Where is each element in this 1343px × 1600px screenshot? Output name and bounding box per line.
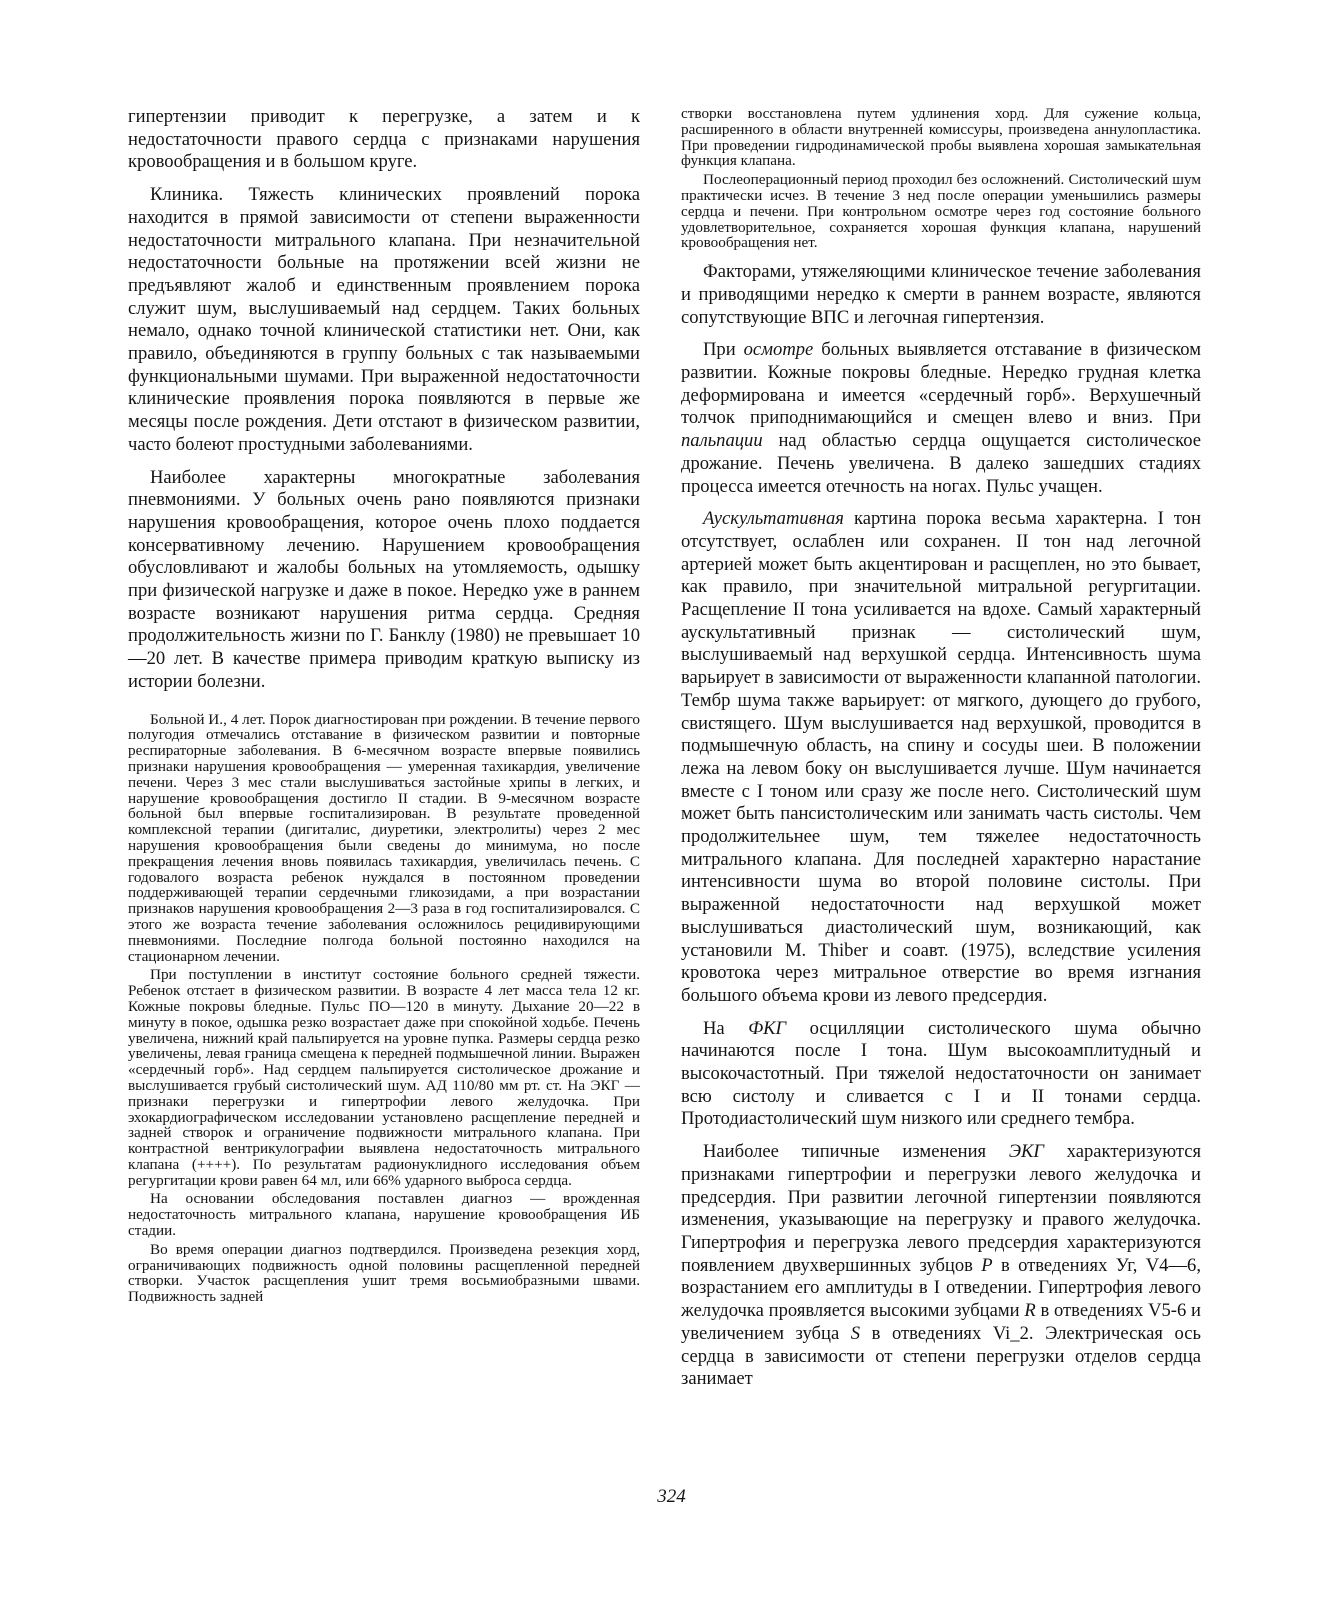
text-run: в отведениях V5-6 и увеличением зубца xyxy=(681,1300,1201,1344)
text-run: над областью сердца ощущается систолическое дрожание. Печень увеличена. В далеко зашедших стадиях процесса имеется отечность на ногах. Пульс учащен. xyxy=(681,430,1201,497)
paragraph-clinic: Клиника. Тяжесть клинических проявлений порока находится в прямой зависимости от степени выраженности недостаточности митрального клапана. При незначительной недостаточности больные на протяжении всей жизни не предъявляют жалоб и единственным проявлением порока служит шум, выслушиваемый над сердцем. Таких больных немало, однако точной клинической статистики нет. Они, как правило, объединяются в группу больных с так называемыми функциональными шумами. При выраженной недостаточности клинические проявления порока появляются в первые же месяцы после рождения. Дети отстают в физическом развитии, часто болеют простудными заболеваниями. xyxy=(128,184,640,455)
italic-wave-p: P xyxy=(981,1254,993,1276)
text-run: Наиболее типичные изменения xyxy=(703,1141,1009,1163)
text-run: в отведениях Уг, V4—6, возрастанием его амплитуды в I отведении. Гипертрофия левого желудочка проявляется высокими зубцами xyxy=(681,1254,1201,1322)
text-run: характеризуются признаками гипертрофии и перегрузки левого желудочка и предсердия. При развитии легочной гипертензии появляются изменения, указывающие на перегрузку и правого желудочка. Гипертрофия и перегрузка левого предсердия характеризуются появлением двухвершинных зубцов xyxy=(681,1141,1201,1276)
text-run: На xyxy=(703,1017,749,1039)
text-run: картина порока весьма характерна. I тон отсутствует, ослаблен или сохранен. II тон над легочной артерией может быть акцентирован и расщеплен, но это бывает, как правило, при значительной митральной регургитации. Расщепление II тона усиливается на вдохе. Самый характерный аускультативный признак — систолический шум, выслушиваемый над верхушкой сердца. Интенсивность шума варьирует в зависимости от выраженности клапанной патологии. Тембр шума также варьирует: от мягкого, дующего до грубого, свистящего. Шум выслушивается над верхушкой, проводится в подмышечную область, на спину и сосуды шеи. В положении лежа на левом боку он выслушивается лучше. Шум начинается вместе с I тоном или сразу же после него. Систолический шум может быть пансистолическим или занимать часть систолы. Чем продолжительнее шум, тем тяжелее недостаточность митрального клапана. Для последней характерно нарастание интенсивности шума во второй половине систолы. При выраженной недостаточности над верхушкой может выслушиваться диастолический шум, возникающий, как установили M. Thiber и соавт. (1975), вследствие усиления кровотока через митральное отверстие во время изгнания большого объема крови из левого предсердия. xyxy=(681,508,1201,1006)
italic-wave-r: R xyxy=(1024,1300,1036,1322)
italic-term-palpation: пальпации xyxy=(681,430,763,452)
case-history-operation-continued: створки восстановлена путем удлинения хорд. Для сужение кольца, расширенного в области внутренней комиссуры, произведена аннулопластика. При проведении гидродинамической пробы выявлена хорошая замыкательная функция клапана. xyxy=(681,105,1201,170)
case-history-diagnosis: На основании обследования поставлен диагноз — врожденная недостаточность митрального клапана, нарушение кровообращения ИБ стадии. xyxy=(128,1190,640,1240)
text-run: При xyxy=(703,339,744,361)
text-run: больных выявляется отставание в физическом развитии. Кожные покровы бледные. Нередко грудная клетка деформирована и имеется «сердечный горб». Верхушечный толчок приподнимающийся и смещен влево и вниз. При xyxy=(681,339,1202,429)
text-run: осцилляции систолического шума обычно начинаются после I тона. Шум высокоамплитудный и высокочастотный. При тяжелой недостаточности он занимает всю систолу и сливается с I и II тонами сердца. Протодиастолический шум низкого или среднего тембра. xyxy=(681,1017,1201,1130)
case-history-admission: При поступлении в институт состояние больного средней тяжести. Ребенок отстает в физическом развитии. В возрасте 4 лет масса тела 12 кг. Кожные покровы бледные. Пульс ПО—120 в минуту. Дыхание 20—22 в минуту в покое, одышка резко возрастает даже при спокойной ходьбе. Печень увеличена, нижний край пальпируется на уровне пупка. Размеры сердца резко увеличены, левая граница смещена к передней подмышечной линии. Выражен «сердечный горб». Над сердцем пальпируется систолическое дрожание и выслушивается грубый систолический шум. АД 110/80 мм рт. ст. На ЭКГ — признаки перегрузки и гипертрофии левого желудочка. При эхокардиографическом исследовании установлено расщепление передней и задней створок и ограничение подвижности митрального клапана. При контрастной вентрикулографии выявлена недостаточность митрального клапана (++++). По результатам радионуклидного исследования объем регургитации крови равен 64 мл, или 66% ударного выброса сердца. xyxy=(128,966,640,1189)
text-run: в отведениях Vi_2. Электрическая ось сердца в зависимости от степени перегрузки отделов сердца занимает xyxy=(681,1322,1201,1390)
left-column xyxy=(128,106,640,1308)
paragraph-ecg xyxy=(681,1141,1201,1391)
italic-term-examination: осмотре xyxy=(743,339,814,361)
paragraph-fkg xyxy=(681,1018,1201,1132)
paragraph-examination xyxy=(681,339,1201,498)
case-history-intro: Больной И., 4 лет. Порок диагностирован при рождении. В течение первого полугодия отмечались отставание в физическом развитии и повторные респираторные заболевания. В 6-месячном возрасте впервые появились признаки нарушения кровообращения — умеренная тахикардия, увеличение печени. Через 3 мес стали выслушиваться застойные хрипы в легких, и нарушение кровообращения достигло II стадии. В 9-месячном возрасте больной был впервые госпитализирован. В результате проведенной комплексной терапии (дигиталис, диуретики, электролиты) через 2 мес нарушения кровообращения были сведены до минимума, но после прекращения лечения вновь появилась тахикардия, увеличилась печень. С годовалого возраста ребенок нуждался в постоянном проведении поддерживающей терапии сердечными гликозидами, а при возрастании признаков нарушения кровообращения 2—3 раза в год госпитализировался. С этого же возраста течение заболевания осложнилось рецидивирующими пневмониями. Последние полгода больной постоянно находился на стационарном лечении. xyxy=(128,710,640,965)
italic-term-ecg: ЭКГ xyxy=(1008,1141,1044,1163)
case-history-postoperative: Послеоперационный период проходил без осложнений. Систолический шум практически исчез. В течение 3 нед после операции уменьшились размеры сердца и печени. При контрольном осмотре через год состояние больного удовлетворительное, сохраняется хорошая функция клапана, нарушений кровообращения нет. xyxy=(681,171,1201,252)
right-column xyxy=(681,106,1201,1401)
italic-term-fkg: ФКГ xyxy=(748,1017,787,1039)
paragraph-hypertension: гипертензии приводит к перегрузке, а затем и к недостаточности правого сердца с признаками нарушения кровообращения и в большом круге. xyxy=(128,106,640,173)
paragraph-auscultation xyxy=(681,508,1201,1007)
page-number: 324 xyxy=(657,1486,686,1507)
paragraph-pneumonia: Наиболее характерны многократные заболевания пневмониями. У больных очень рано появляются признаки нарушения кровообращения, которое очень плохо поддается консервативному лечению. Нарушением кровообращения обусловливают и жалобы больных на утомляемость, одышку при физической нагрузке и даже в покое. Нередко уже в раннем возрасте возникают нарушения ритма сердца. Средняя продолжительность жизни по Г. Банклу (1980) не превышает 10—20 лет. В качестве примера приводим краткую выписку из истории болезни. xyxy=(128,466,640,692)
paragraph-factors: Факторами, утяжеляющими клиническое течение заболевания и приводящими нередко к смерти в раннем возрасте, являются сопутствующие ВПС и легочная гипертензия. xyxy=(681,261,1201,328)
italic-wave-s: S xyxy=(850,1322,861,1344)
italic-term-auscultation: Аускультативная xyxy=(703,508,844,530)
case-history-operation: Во время операции диагноз подтвердился. Произведена резекция хорд, ограничивающих подвижность одной половины расщепленной передней створки. Участок расщепления ушит тремя восьмиобразными швами. Подвижность задней xyxy=(128,1240,640,1306)
